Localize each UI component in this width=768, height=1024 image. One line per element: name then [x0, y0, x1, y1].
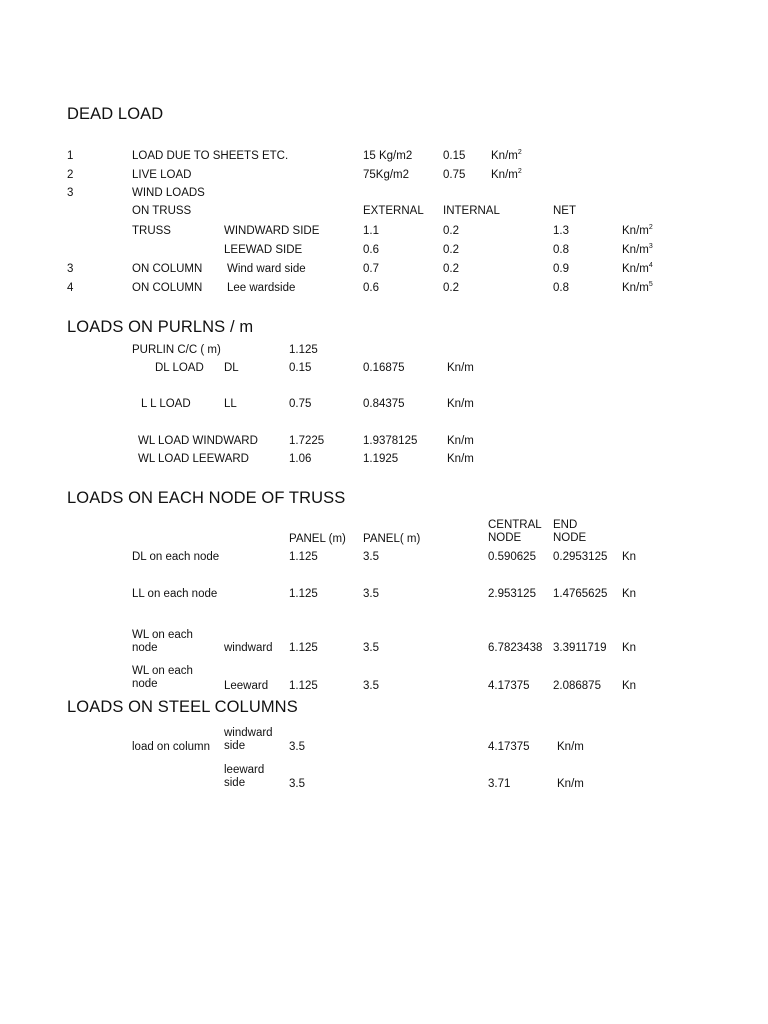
- wind-row-1-internal: 0.2: [443, 225, 459, 237]
- purlin-cc-label: PURLIN C/C ( m): [132, 344, 221, 356]
- dead-load-row-2-value-kn: 0.75: [443, 169, 466, 181]
- wind-internal-header: INTERNAL: [443, 205, 500, 217]
- dead-load-row-2-no: 2: [67, 169, 74, 181]
- purlin-row-3-v1: 1.7225: [289, 435, 325, 447]
- wind-on-truss-label: ON TRUSS: [132, 205, 192, 217]
- node-row-4-unit: Kn: [622, 680, 637, 692]
- purlin-row-4-unit: Kn/m: [447, 453, 474, 465]
- column-row-2-v2: 3.71: [488, 778, 511, 790]
- node-row-4-label: WL on each node: [132, 665, 193, 690]
- nodes-panel2-header: PANEL( m): [363, 533, 421, 545]
- purlin-row-2-unit: Kn/m: [447, 398, 474, 410]
- purlin-row-2-label: L L LOAD: [141, 398, 191, 410]
- purlin-row-2-v2: 0.84375: [363, 398, 405, 410]
- node-row-2-central: 2.953125: [488, 588, 536, 600]
- wind-row-2-internal: 0.2: [443, 244, 459, 256]
- purlin-row-2-code: LL: [224, 398, 237, 410]
- wind-external-header: EXTERNAL: [363, 205, 424, 217]
- purlin-row-4-v1: 1.06: [289, 453, 312, 465]
- wind-row-3-unit: $Kn/m^4$: [622, 262, 653, 275]
- wind-row-1-b: WINDWARD SIDE: [224, 225, 320, 237]
- node-row-1-p2: 3.5: [363, 551, 379, 563]
- purlin-row-3-v2: 1.9378125: [363, 435, 418, 447]
- node-row-3-central: 6.7823438: [488, 642, 543, 654]
- node-row-4-end: 2.086875: [553, 680, 601, 692]
- purlin-row-4-v2: 1.1925: [363, 453, 399, 465]
- wind-row-1-net: 1.3: [553, 225, 569, 237]
- wind-row-3-external: 0.7: [363, 263, 379, 275]
- wind-row-4-b: Lee wardside: [227, 282, 296, 294]
- wind-row-1-external: 1.1: [363, 225, 379, 237]
- wind-row-4-external: 0.6: [363, 282, 379, 294]
- node-row-1-central: 0.590625: [488, 551, 536, 563]
- wind-row-2-unit: $Kn/m^3$: [622, 243, 653, 256]
- node-row-2-end: 1.4765625: [553, 588, 608, 600]
- purlin-cc-value: 1.125: [289, 344, 318, 356]
- wind-row-2-external: 0.6: [363, 244, 379, 256]
- node-row-4-p1: 1.125: [289, 680, 318, 692]
- wind-row-3-internal: 0.2: [443, 263, 459, 275]
- dead-load-row-1-unit: $Kn/m^2$: [491, 149, 522, 162]
- column-row-2-v1: 3.5: [289, 778, 305, 790]
- dead-load-row-2-value-kg: 75Kg/m2: [363, 169, 410, 181]
- node-row-3-unit: Kn: [622, 642, 637, 654]
- node-row-4-central: 4.17375: [488, 680, 530, 692]
- node-row-2-p1: 1.125: [289, 588, 318, 600]
- wind-row-3-b: Wind ward side: [227, 263, 306, 275]
- node-row-2-label: LL on each node: [132, 588, 218, 600]
- purlin-row-3-label: WL LOAD WINDWARD: [138, 435, 258, 447]
- dead-load-row-2-desc: LIVE LOAD: [132, 169, 192, 181]
- wind-row-4-internal: 0.2: [443, 282, 459, 294]
- purlins-heading: LOADS ON PURLNS / m: [67, 318, 254, 336]
- purlin-row-1-v2: 0.16875: [363, 362, 405, 374]
- dead-load-row-3-desc: WIND LOADS: [132, 187, 205, 199]
- node-row-1-p1: 1.125: [289, 551, 318, 563]
- wind-net-header: NET: [553, 205, 576, 217]
- dead-load-row-1-value-kn: 0.15: [443, 150, 466, 162]
- node-row-3-end: 3.3911719: [553, 642, 607, 654]
- dead-load-row-2-unit: $Kn/m^2$: [491, 168, 522, 181]
- nodes-end-header: END NODE: [553, 519, 587, 544]
- node-row-1-label: DL on each node: [132, 551, 220, 563]
- purlin-row-1-unit: Kn/m: [447, 362, 474, 374]
- node-row-4-p2: 3.5: [363, 680, 379, 692]
- column-row-1-side: windward side: [224, 727, 273, 752]
- wind-row-4-net: 0.8: [553, 282, 569, 294]
- wind-row-3-no: 3: [67, 263, 74, 275]
- wind-row-1-a: TRUSS: [132, 225, 171, 237]
- node-row-3-p1: 1.125: [289, 642, 318, 654]
- wind-row-4-a: ON COLUMN: [132, 282, 203, 294]
- wind-row-2-net: 0.8: [553, 244, 569, 256]
- node-row-3-p2: 3.5: [363, 642, 379, 654]
- purlin-row-2-v1: 0.75: [289, 398, 312, 410]
- column-row-1-v2: 4.17375: [488, 741, 530, 753]
- node-row-2-unit: Kn: [622, 588, 637, 600]
- nodes-central-header: CENTRAL NODE: [488, 519, 542, 544]
- wind-row-2-b: LEEWAD SIDE: [224, 244, 303, 256]
- wind-row-3-a: ON COLUMN: [132, 263, 203, 275]
- node-row-1-end: 0.2953125: [553, 551, 608, 563]
- purlin-row-3-unit: Kn/m: [447, 435, 474, 447]
- dead-load-heading: DEAD LOAD: [67, 105, 164, 123]
- column-row-2-side: leeward side: [224, 764, 265, 789]
- wind-row-4-unit: $Kn/m^5$: [622, 281, 653, 294]
- wind-row-3-net: 0.9: [553, 263, 569, 275]
- purlin-row-1-v1: 0.15: [289, 362, 312, 374]
- nodes-heading: LOADS ON EACH NODE OF TRUSS: [67, 489, 346, 507]
- column-row-1-unit: Kn/m: [557, 741, 584, 753]
- purlin-row-4-label: WL LOAD LEEWARD: [138, 453, 249, 465]
- column-row-2-unit: Kn/m: [557, 778, 584, 790]
- node-row-2-p2: 3.5: [363, 588, 379, 600]
- dead-load-row-1-value-kg: 15 Kg/m2: [363, 150, 413, 162]
- dead-load-row-3-no: 3: [67, 187, 74, 199]
- node-row-1-unit: Kn: [622, 551, 637, 563]
- column-row-1-v1: 3.5: [289, 741, 305, 753]
- purlin-row-1-code: DL: [224, 362, 239, 374]
- node-row-3-label: WL on each node: [132, 629, 193, 654]
- node-row-3-side: windward: [224, 642, 273, 654]
- nodes-panel1-header: PANEL (m): [289, 533, 346, 545]
- column-row-1-label: load on column: [132, 741, 210, 753]
- wind-row-4-no: 4: [67, 282, 74, 294]
- purlin-row-1-label: DL LOAD: [155, 362, 204, 374]
- columns-heading: LOADS ON STEEL COLUMNS: [67, 698, 298, 716]
- dead-load-row-1-no: 1: [67, 150, 74, 162]
- dead-load-row-1-desc: LOAD DUE TO SHEETS ETC.: [132, 150, 289, 162]
- node-row-4-side: Leeward: [224, 680, 269, 692]
- wind-row-1-unit: $Kn/m^2$: [622, 224, 653, 237]
